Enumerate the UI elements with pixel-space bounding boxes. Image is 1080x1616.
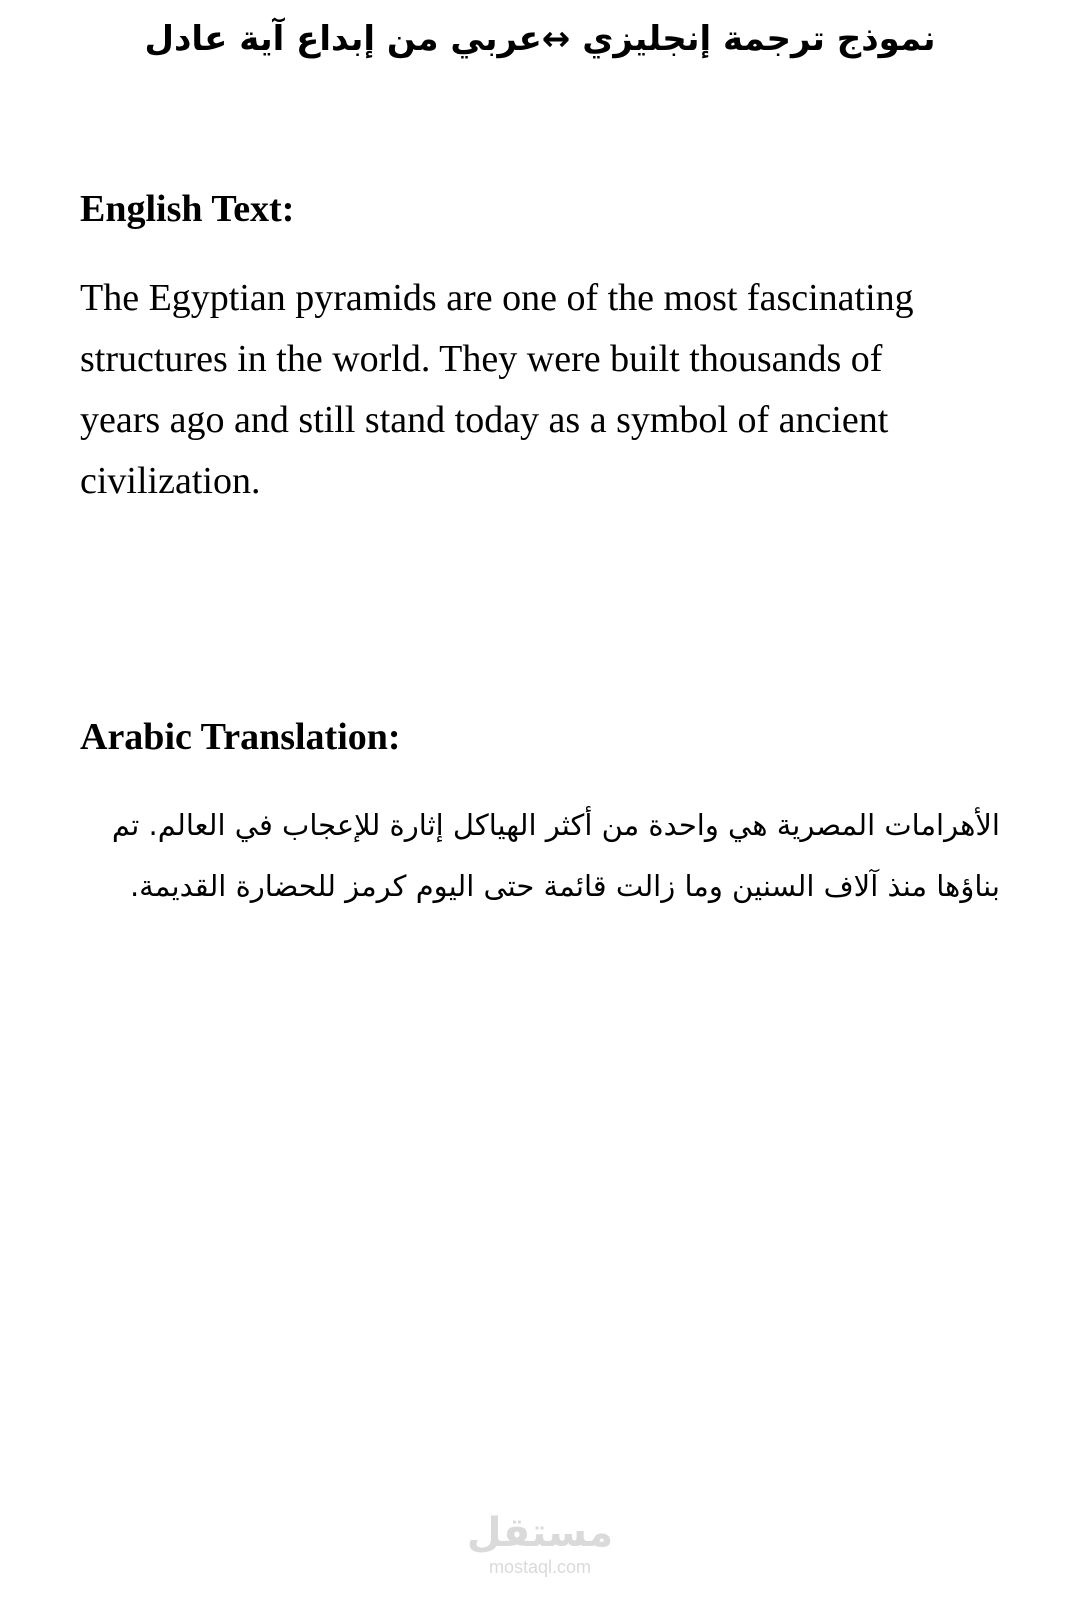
- english-text-body: The Egyptian pyramids are one of the most fascinating structures in the world. They were built thousands of years ago and still stand today as a symbol of ancient civilization.: [80, 277, 914, 502]
- document-title: نموذج ترجمة إنجليزي ↔عربي من إبداع آية عادل: [144, 19, 936, 59]
- arabic-translation-body: الأهرامات المصرية هي واحدة من أكثر الهياكل إثارة للإعجاب في العالم. تم بناؤها منذ آلاف السنين وما زالت قائمة حتى اليوم كرمز للحضارة القديمة.: [111, 808, 1000, 903]
- mostaql-logo: مستقل: [466, 1510, 614, 1556]
- english-text-heading: English Text:: [80, 188, 295, 230]
- watermark-url: mostaql.com: [488, 1557, 592, 1577]
- arabic-translation-heading: Arabic Translation:: [80, 716, 401, 758]
- mostaql-watermark: [440, 1510, 640, 1578]
